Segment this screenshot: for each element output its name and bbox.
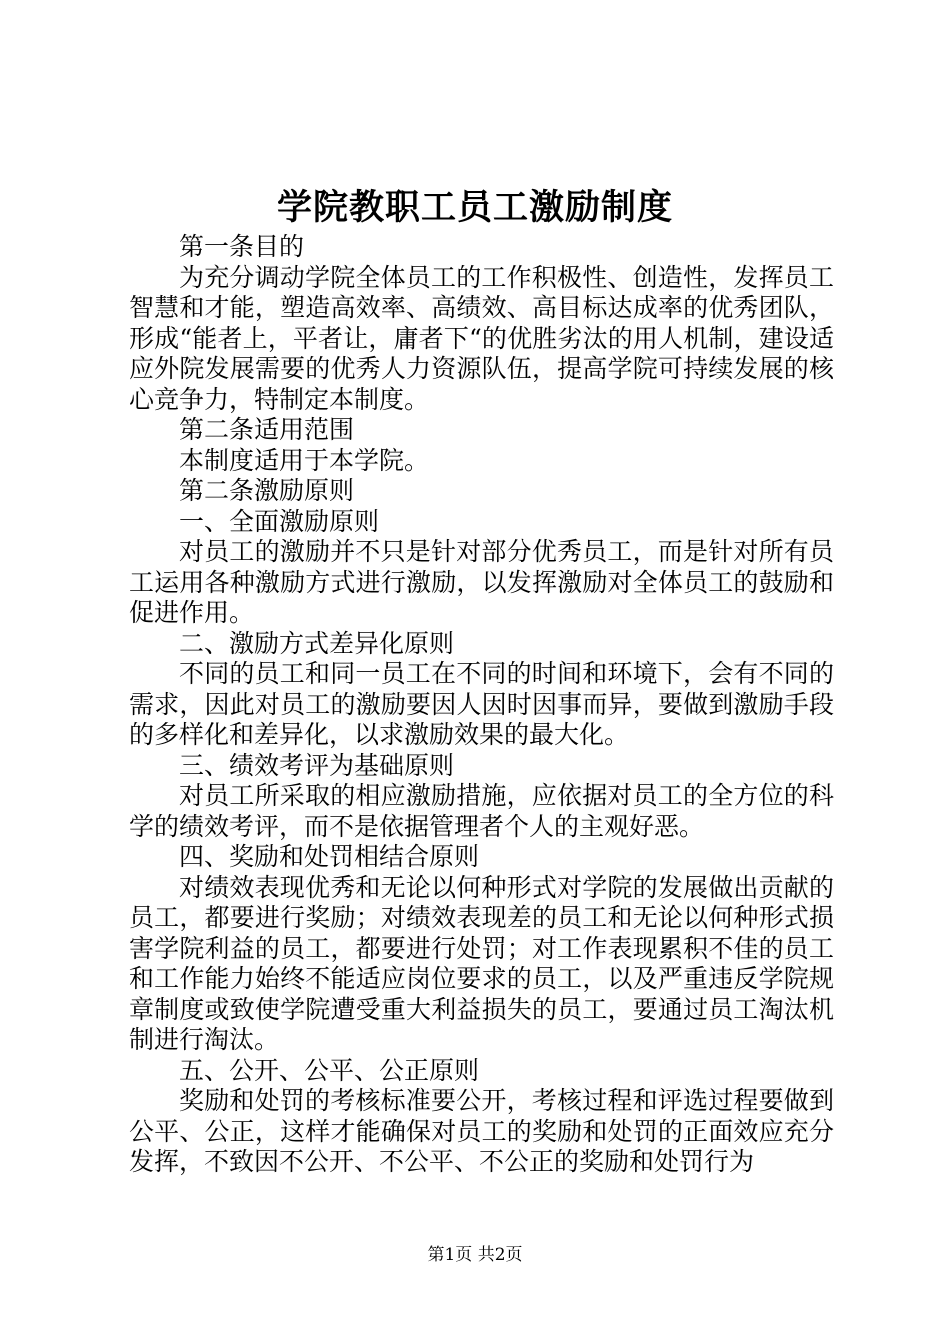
paragraph: 本制度适用于本学院。 bbox=[179, 445, 430, 475]
document-body bbox=[129, 232, 834, 1178]
paragraph-heading-scope: 第二条适用范围 bbox=[179, 415, 355, 444]
paragraph: 对员工所采取的相应激励措施，应依据对员工的全方位的科学的绩效考评，而不是依据管理者个人的主观好恶。 bbox=[129, 781, 834, 841]
paragraph-heading-principles: 第二条激励原则 bbox=[179, 476, 355, 505]
document-title: 学院教职工员工激励制度 bbox=[276, 187, 673, 228]
paragraph: 为充分调动学院全体员工的工作积极性、创造性，发挥员工智慧和才能，塑造高效率、高绩效、高目标达成率的优秀团队，形成“能者上，平者让，庸者下“的优胜劣汰的用人机制，建设适应外院发展需要的优秀人力资源队伍，提高学院可持续发展的核心竞争力，特制定本制度。 bbox=[129, 262, 834, 414]
paragraph: 不同的员工和同一员工在不同的时间和环境下，会有不同的需求，因此对员工的激励要因人因时因事而异，要做到激励手段的多样化和差异化，以求激励效果的最大化。 bbox=[129, 659, 834, 749]
paragraph-subheading: 五、公开、公平、公正原则 bbox=[179, 1055, 480, 1085]
paragraph-subheading: 三、绩效考评为基础原则 bbox=[179, 750, 455, 780]
paragraph-subheading: 一、全面激励原则 bbox=[179, 506, 380, 536]
paragraph: 奖励和处罚的考核标准要公开，考核过程和评选过程要做到公平、公正，这样才能确保对员工的奖励和处罚的正面效应充分发挥，不致因不公开、不公平、不公正的奖励和处罚行为 bbox=[129, 1086, 834, 1176]
paragraph: 对员工的激励并不只是针对部分优秀员工，而是针对所有员工运用各种激励方式进行激励，以发挥激励对全体员工的鼓励和促进作用。 bbox=[129, 537, 834, 627]
paragraph-heading-purpose: 第一条目的 bbox=[179, 232, 305, 261]
page-number-footer: 第1页 共2页 bbox=[427, 1245, 523, 1265]
paragraph-subheading: 四、奖励和处罚相结合原则 bbox=[179, 842, 480, 871]
paragraph-subheading: 二、激励方式差异化原则 bbox=[179, 628, 455, 658]
paragraph: 对绩效表现优秀和无论以何种形式对学院的发展做出贡献的员工，都要进行奖励；对绩效表现差的员工和无论以何种形式损害学院利益的员工，都要进行处罚；对工作表现累积不佳的员工和工作能力始终不能适应岗位要求的员工，以及严重违反学院规章制度或致使学院遭受重大利益损失的员工，要通过员工淘汰机制进行淘汰。 bbox=[129, 872, 834, 1054]
